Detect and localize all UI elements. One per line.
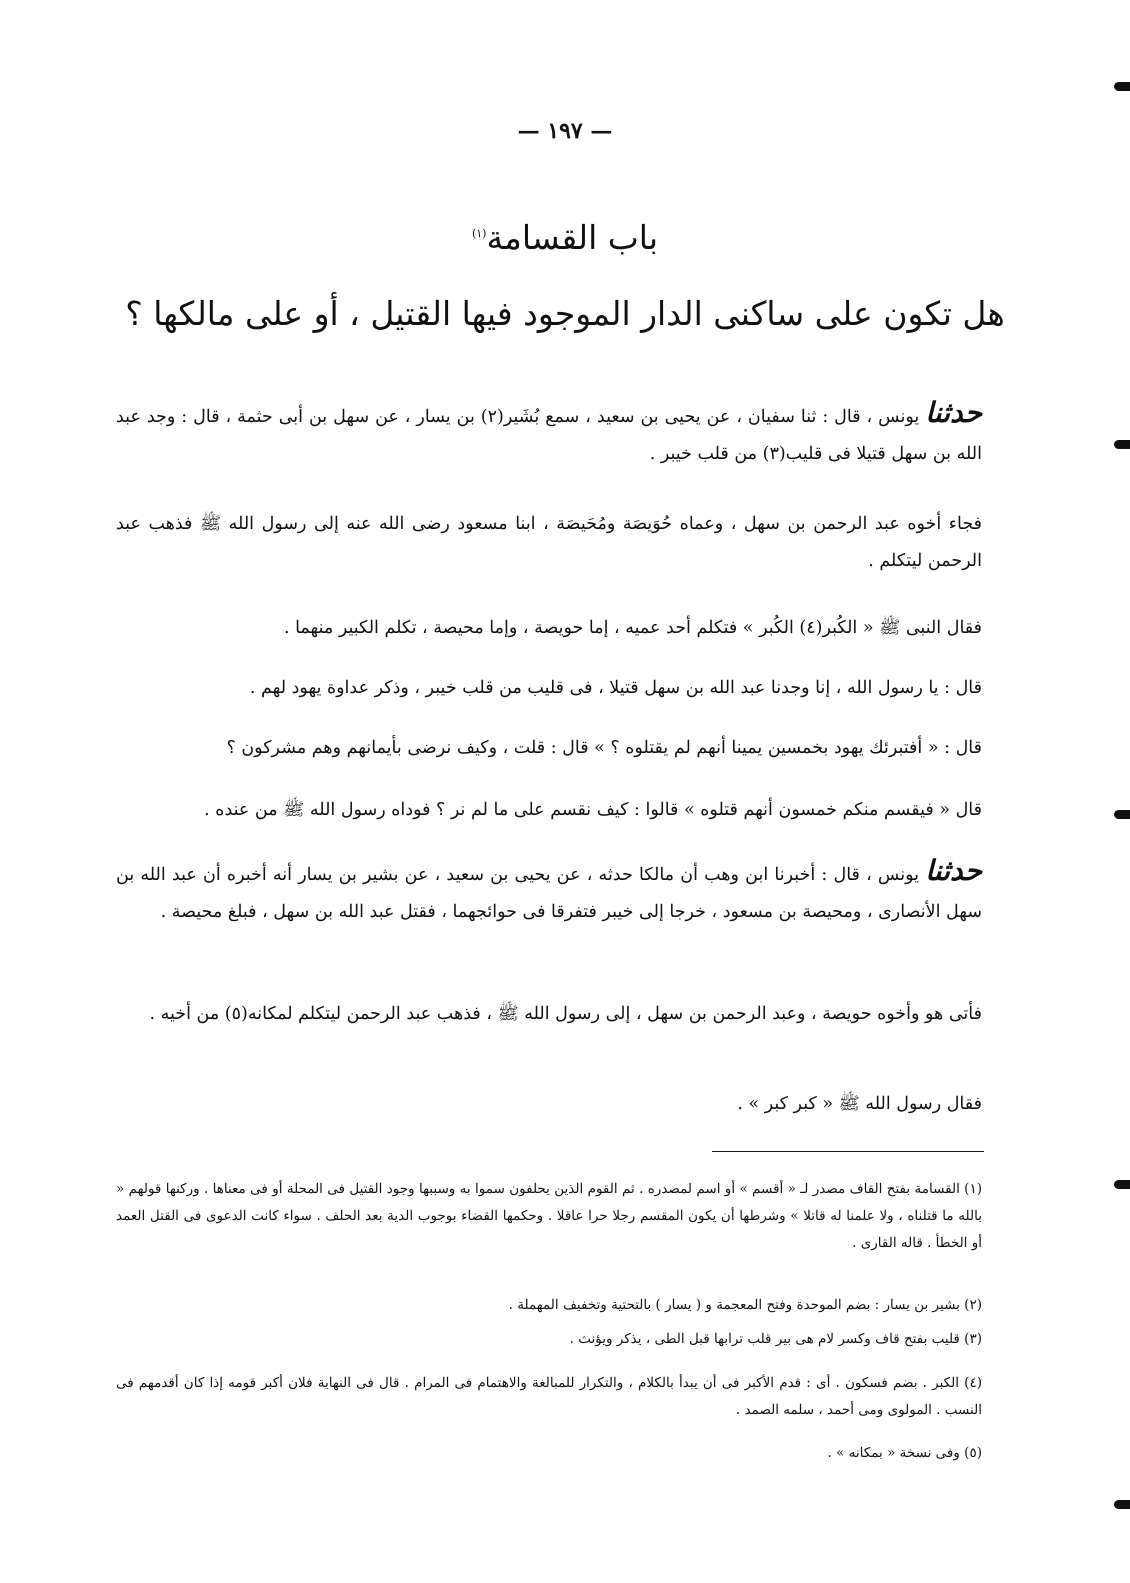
- footnote-divider: [712, 1151, 984, 1152]
- paragraph-block: [116, 996, 982, 1033]
- paragraph-text: يونس ، قال : أخبرنا ابن وهب أن مالكا حدثه ، عن يحيى بن سعيد ، عن بشير بن يسار أنه أخبره أن عبد الله بن سهل الأنصارى ، ومحيصة بن مسعود ، خرجا إلى خيبر فتفرقا فى حوائجهما ، فقتل عبد الله بن سهل ، فبلغ محيصة .: [116, 865, 982, 922]
- page-number: — ١٩٧ —: [517, 118, 613, 144]
- footnote: [116, 1292, 982, 1319]
- paragraph: [116, 852, 982, 931]
- haddathana-lead: حدثنا: [925, 396, 982, 429]
- paragraph: فجاء أخوه عبد الرحمن بن سهل ، وعماه حُوَيصَة ومُحَيصَة ، ابنا مسعود رضى الله عنه إلى رسول الله ﷺ فذهب عبد الرحمن ليتكلم .: [116, 514, 982, 571]
- hadith-block-2: [116, 852, 982, 931]
- footnote: [116, 1370, 982, 1424]
- hadith-block-1: [116, 394, 982, 473]
- scan-edge-mark: [1114, 1180, 1130, 1189]
- paragraph-block: [116, 1086, 982, 1123]
- paragraph: فأتى هو وأخوه حويصة ، وعبد الرحمن بن سهل ، إلى رسول الله ﷺ ، فذهب عبد الرحمن ليتكلم لمكانه(٥) من أخيه .: [149, 1004, 982, 1024]
- paragraph: فقال النبى ﷺ « الكُبر(٤) الكُبر » فتكلم أحد عميه ، إما حويصة ، وإما محيصة ، تكلم الكبير منهما .: [283, 618, 982, 638]
- paragraph-block: [116, 506, 982, 580]
- chapter-title-note: (١): [471, 227, 487, 240]
- footnote: [116, 1326, 982, 1353]
- scan-edge-mark: [1114, 82, 1130, 91]
- haddathana-lead: حدثنا: [925, 854, 982, 887]
- chapter-title: [0, 218, 1130, 257]
- footnote-text: (١) القسامة بفتح القاف مصدر لـ « أقسم » أو اسم لمصدره . ثم القوم الذين يحلفون سموا به وسببها وجود القتيل فى المحلة أو فى معناها . وركنها قولهم « بالله ما قتلناه ، ولا علمنا له قاتلا » وشرطها أن يكون المقسم رجلا حرا عاقلا . وحكمها القضاء بوجوب الدية بعد الحلف . سواء كانت الدعوى فى القتل العمد أو الخطأ . قاله القارى .: [116, 1181, 982, 1251]
- footnote-text: (٢) بشير بن يسار : بضم الموحدة وفتح المعجمة و ( يسار ) بالتحتية وتخفيف المهملة .: [508, 1297, 982, 1313]
- paragraph: قال : يا رسول الله ، إنا وجدنا عبد الله بن سهل قتيلا ، فى قليب من قلب خيبر ، وذكر عداوة يهود لهم .: [249, 678, 982, 698]
- paragraph-block: [116, 670, 982, 707]
- paragraph: فقال رسول الله ﷺ « كبر كبر » .: [737, 1094, 982, 1114]
- paragraph-block: [116, 792, 982, 829]
- footnote-text: (٣) قليب بفتح قاف وكسر لام هى بير قلب ترابها قبل الطى ، يذكر ويؤنث .: [569, 1331, 982, 1347]
- scan-edge-mark: [1114, 810, 1130, 819]
- footnote: [116, 1176, 982, 1257]
- footnote-text: (٤) الكبر . بضم فسكون . أى : قدم الأكبر فى أن يبدأ بالكلام ، والتكرار للمبالغة والاهتمام فى المرام . قال فى النهاية فلان أكبر قومه إذا كان أقدمهم فى النسب . المولوى ومى أحمد ، سلمه الصمد .: [116, 1375, 982, 1418]
- scan-edge-mark: [1114, 1500, 1130, 1509]
- paragraph-block: [116, 610, 982, 647]
- paragraph-text: يونس ، قال : ثنا سفيان ، عن يحيى بن سعيد ، سمع بُشَير(٢) بن يسار ، عن سهل بن أبى حثمة ، قال : وجد عبد الله بن سهل قتيلا فى قليب(٣) من قلب خيبر .: [116, 407, 982, 464]
- paragraph: قال « فيقسم منكم خمسون أنهم قتلوه » قالوا : كيف نقسم على ما لم نر ؟ فوداه رسول الله ﷺ من عنده .: [204, 800, 982, 820]
- scan-edge-mark: [1114, 440, 1130, 449]
- paragraph: [116, 394, 982, 473]
- chapter-subtitle: هل تكون على ساكنى الدار الموجود فيها القتيل ، أو على مالكها ؟: [125, 294, 1005, 333]
- footnote-text: (٥) وفى نسخة « بمكانه » .: [827, 1445, 982, 1461]
- chapter-title-text: باب القسامة: [486, 218, 659, 257]
- paragraph: قال : « أفتبرئك يهود بخمسين يمينا أنهم لم يقتلوه ؟ » قال : قلت ، وكيف نرضى بأيمانهم وهم مشركون ؟: [226, 738, 982, 758]
- paragraph-block: [116, 730, 982, 767]
- footnote: [116, 1440, 982, 1467]
